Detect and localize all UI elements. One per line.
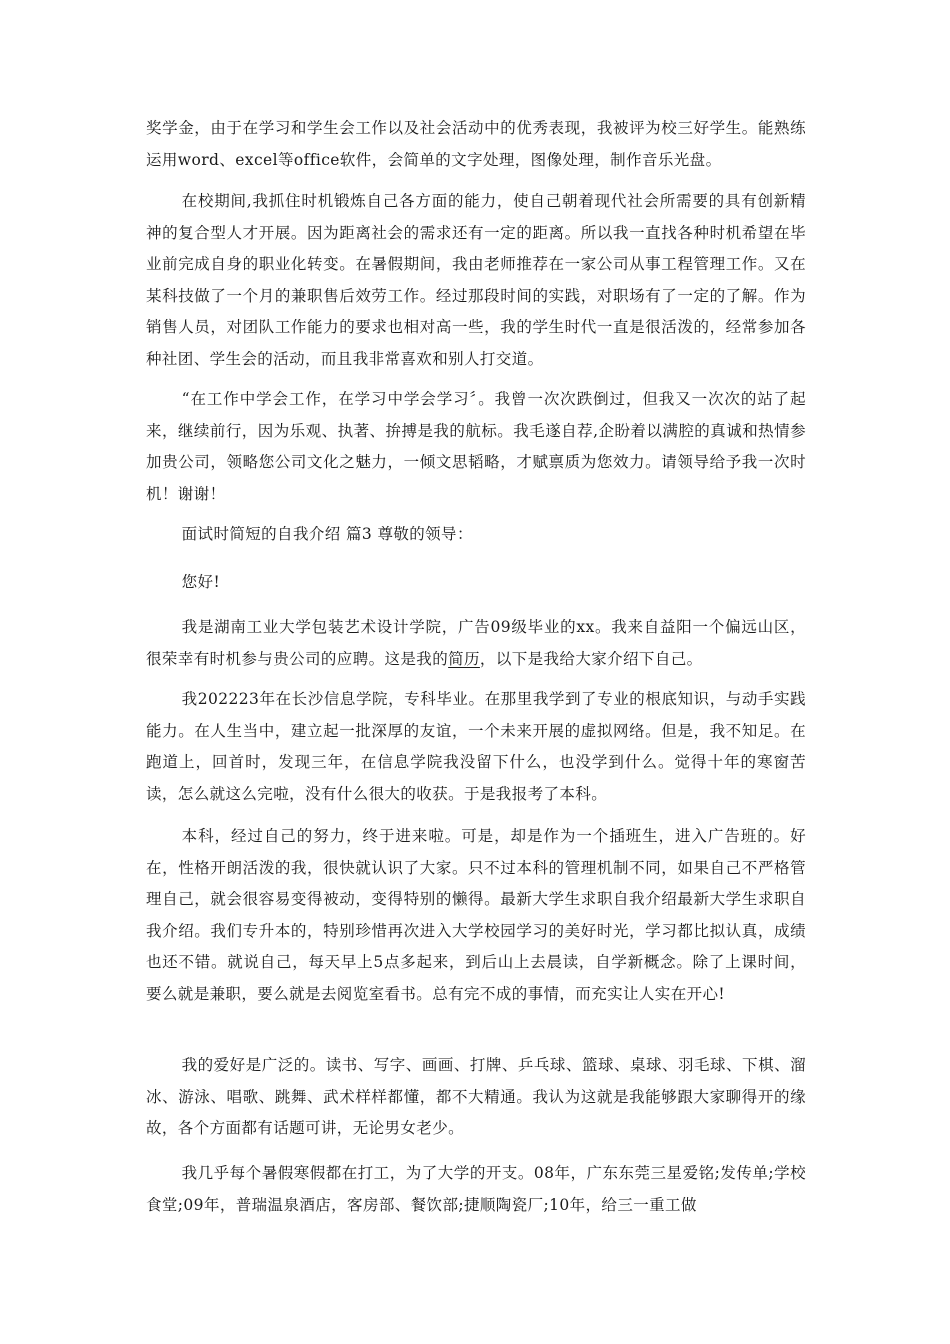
resume-link[interactable]: 简历: [448, 649, 480, 668]
paragraph-motto: “在工作中学会工作，在学习中学会学习〞。我曾一次次跌倒过，但我又一次次的站了起来，继续前行，因为乐观、执著、拚搏是我的航标。我毛遂自荐,企盼着以满腔的真诚和热情参加贵公司，领略您公司文化之魅力，一倾文思韬略，才赋禀质为您效力。请领导给予我一次时机！谢谢！: [146, 390, 806, 503]
self-intro-text: 我是湖南工业大学包装艺术设计学院，广告09级毕业的xx。我来自益阳一个偏远山区，很荣幸有时机参与贵公司的应聘。这是我的: [146, 618, 806, 668]
paragraph-self-intro: [146, 612, 806, 675]
paragraph-college: 我202223年在长沙信息学院，专科毕业。在那里我学到了专业的根底知识，与动手实践能力。在人生当中，建立起一批深厚的友谊，一个未来开展的虚拟网络。但是，我不知足。在跑道上，回首时，发现三年，在信息学院我没留下什么，也没学到什么。觉得十年的寒窗苦读，怎么就这么完啦，没有什么很大的收获。于是我报考了本科。: [146, 690, 806, 803]
paragraph-scholarship: 奖学金，由于在学习和学生会工作以及社会活动中的优秀表现，我被评为校三好学生。能熟练运用word、excel等office软件，会简单的文字处理，图像处理，制作音乐光盘。: [146, 119, 806, 169]
paragraph-part-time-jobs: 我几乎每个暑假寒假都在打工，为了大学的开支。08年，广东东莞三星爱铭;发传单;学校食堂;09年，普瑞温泉酒店，客房部、餐饮部;捷顺陶瓷厂;10年，给三一重工做: [146, 1164, 806, 1214]
paragraph-campus-experience: 在校期间,我抓住时机锻炼自己各方面的能力，使自己朝着现代社会所需要的具有创新精神的复合型人才开展。因为距离社会的需求还有一定的距离。所以我一直找各种时机希望在毕业前完成自身的职业化转变。在暑假期间，我由老师推荐在一家公司从事工程管理工作。又在某科技做了一个月的兼职售后效劳工作。经过那段时间的实践，对职场有了一定的了解。作为销售人员，对团队工作能力的要求也相对高一些，我的学生时代一直是很活泼的，经常参加各种社团、学生会的活动，而且我非常喜欢和别人打交道。: [146, 192, 806, 368]
greeting: 您好!: [181, 573, 221, 591]
paragraph-undergraduate: 本科，经过自己的努力，终于进来啦。可是，却是作为一个插班生，进入广告班的。好在，性格开朗活泼的我，很快就认识了大家。只不过本科的管理机制不同，如果自己不严格管理自己，就会很容易变得被动，变得特别的懒得。最新大学生求职自我介绍最新大学生求职自我介绍。我们专升本的，特别珍惜再次进入大学校园学习的美好时光，学习都比拟认真，成绩也还不错。就说自己，每天早上5点多起来，到后山上去晨读，自学新概念。除了上课时间，要么就是兼职，要么就是去阅览室看书。总有完不成的事情，而充实让人实在开心!: [146, 827, 806, 1003]
section-heading: 面试时简短的自我介绍 篇3 尊敬的领导：: [181, 525, 473, 543]
paragraph-hobbies: 我的爱好是广泛的。读书、写字、画画、打牌、乒乓球、篮球、桌球、羽毛球、下棋、溜冰、游泳、唱歌、跳舞、武术样样都懂，都不大精通。我认为这就是我能够跟大家聊得开的缘故，各个方面都有话题可讲，无论男女老少。: [146, 1056, 806, 1137]
self-intro-text-end: ，以下是我给大家介绍下自己。: [479, 649, 703, 668]
